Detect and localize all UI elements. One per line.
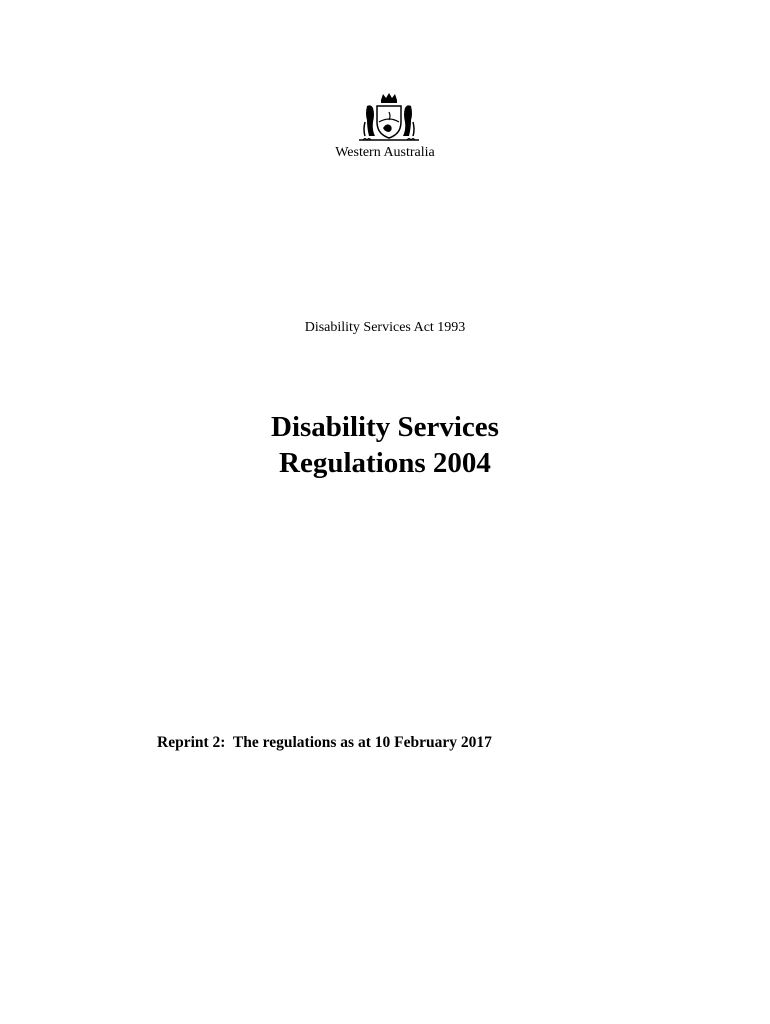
regulations-title [0, 409, 770, 481]
reprint-note: Reprint 2: The regulations as at 10 February 2017 [157, 734, 492, 751]
jurisdiction-label: Western Australia [335, 145, 435, 160]
coat-of-arms-icon [355, 92, 423, 144]
act-name: Disability Services Act 1993 [304, 320, 466, 335]
title-line-1: Disability Services [271, 411, 499, 443]
title-line-2: Regulations 2004 [279, 447, 491, 479]
